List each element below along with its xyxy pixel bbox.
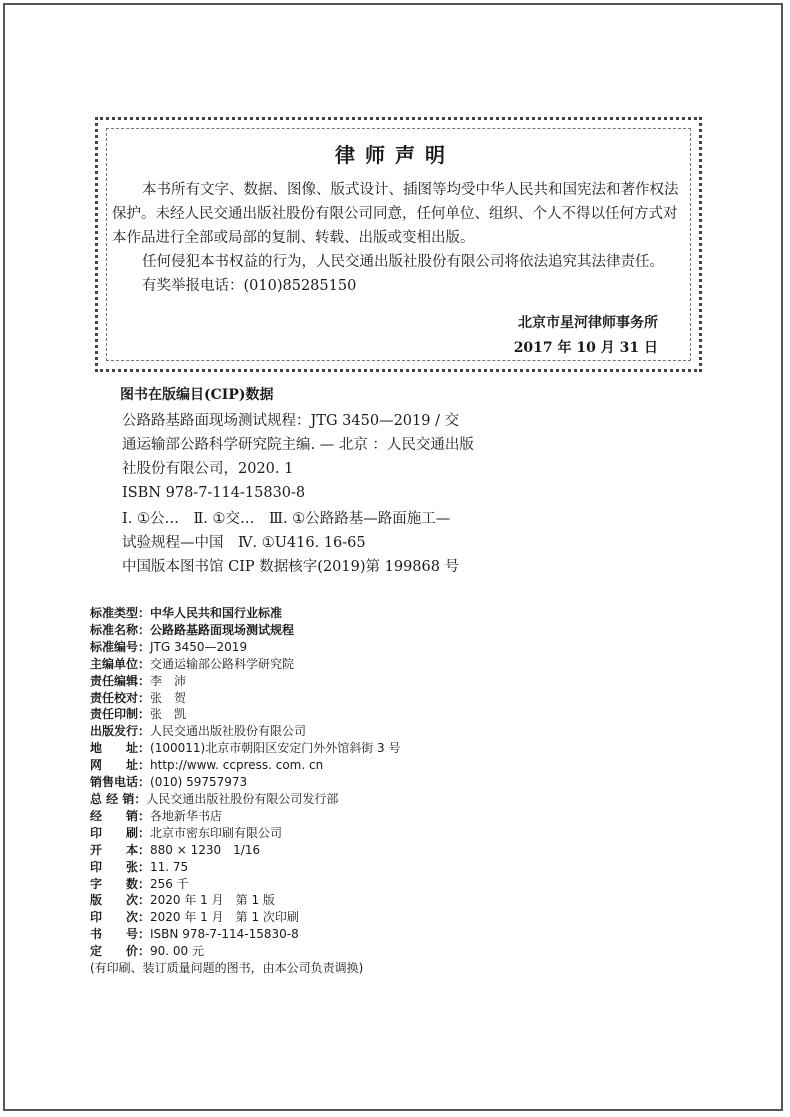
- spec-row: [90, 622, 400, 639]
- spec-row: [90, 673, 400, 690]
- spec-value: 2020 年 1 月 第 1 次印刷: [150, 910, 299, 925]
- spec-label: 印 次：: [90, 910, 151, 925]
- cip-entry-line: 社股份有限公司，2020. 1: [122, 461, 294, 477]
- spec-label: 总 经 销：: [90, 791, 147, 806]
- spec-value: (010) 59757973: [150, 775, 248, 790]
- spec-value: 880 × 1230 1/16: [150, 842, 261, 857]
- cip-class-line: Ⅰ. ①公… Ⅱ. ①交… Ⅲ. ①公路路基—路面施工—: [122, 511, 451, 527]
- spec-label: 责任校对：: [90, 690, 151, 705]
- cip-entry-line: 通运输部公路科学研究院主编. — 北京 ：人民交通出版: [122, 437, 474, 453]
- spec-row: [90, 943, 400, 960]
- spec-row: [90, 774, 400, 791]
- cip-class-line: 试验规程—中国 Ⅳ. ①U416. 16-65: [122, 535, 366, 551]
- spec-row: [90, 842, 400, 859]
- spec-label: 责任编辑：: [90, 673, 151, 688]
- spec-label: 主编单位：: [90, 656, 151, 671]
- notice-title: 律师声明: [335, 143, 455, 167]
- notice-paragraph-infringement: 任何侵犯本书权益的行为，人民交通出版社股份有限公司将依法追究其法律责任。: [142, 254, 664, 270]
- spec-row: [90, 706, 400, 723]
- spec-label: 责任印制：: [90, 707, 151, 722]
- spec-value: 90. 00 元: [150, 944, 204, 959]
- spec-value: 交通运输部公路科学研究院: [150, 656, 295, 671]
- spec-label: 书 号：: [90, 927, 151, 942]
- spec-label: 地 址：: [90, 741, 151, 756]
- spec-value: http://www. ccpress. com. cn: [150, 758, 324, 773]
- spec-row: [90, 656, 400, 673]
- spec-label: 定 价：: [90, 944, 151, 959]
- spec-label: 标准类型：: [90, 606, 151, 620]
- spec-value: 256 千: [150, 876, 189, 891]
- spec-row: [90, 690, 400, 707]
- spec-label: 标准编号：: [90, 639, 151, 654]
- spec-value: 中华人民共和国行业标准: [150, 606, 283, 620]
- spec-row: [90, 740, 400, 757]
- spec-value: 人民交通出版社股份有限公司: [150, 724, 307, 739]
- spec-row: [90, 639, 400, 656]
- spec-label: 字 数：: [90, 876, 151, 891]
- spec-label: 出版发行：: [90, 724, 151, 739]
- spec-label: 印 刷：: [90, 825, 151, 840]
- spec-label: 经 销：: [90, 808, 151, 823]
- spec-value: 人民交通出版社股份有限公司发行部: [146, 791, 339, 806]
- spec-row: [90, 605, 400, 622]
- notice-paragraph-copyright: 本书所有文字、数据、图像、版式设计、插图等均受中华人民共和国宪法和著作权法保护。未经人民交通出版社股份有限公司同意，任何单位、组织、个人不得以任何方式对本作品进行全部或局部的复制、转载、出版或变相出版。: [112, 182, 679, 246]
- notice-date: 2017 年 10 月 31 日: [513, 340, 658, 356]
- spec-row: [90, 808, 400, 825]
- cip-approval: 中国版本图书馆 CIP 数据核字(2019)第 199868 号: [122, 559, 460, 575]
- spec-label: 销售电话：: [90, 775, 151, 790]
- spec-label: 网 址：: [90, 758, 151, 773]
- cip-heading: 图书在版编目(CIP)数据: [120, 387, 274, 403]
- spec-value: 各地新华书店: [150, 808, 223, 823]
- law-firm-name: 北京市星河律师事务所: [518, 315, 658, 331]
- spec-row: [90, 825, 400, 842]
- spec-row: [90, 859, 400, 876]
- cip-isbn: ISBN 978-7-114-15830-8: [122, 485, 306, 501]
- cip-classification: [122, 507, 482, 555]
- spec-value: 张 凯: [150, 707, 187, 722]
- spec-value: (100011)北京市朝阳区安定门外外馆斜街 3 号: [150, 741, 401, 756]
- spec-value: 11. 75: [150, 859, 189, 874]
- notice-report-phone: 有奖举报电话：(010)85285150: [142, 278, 357, 294]
- spec-value: JTG 3450—2019: [150, 639, 248, 654]
- spec-value: 张 贺: [150, 690, 187, 705]
- cip-entry: [122, 409, 482, 481]
- spec-row: [90, 757, 400, 774]
- spec-label: 标准名称：: [90, 622, 151, 637]
- spec-row: [90, 926, 400, 943]
- publication-specs: [90, 605, 400, 977]
- spec-value: 李 沛: [150, 673, 187, 688]
- spec-row: [90, 723, 400, 740]
- spec-value: 2020 年 1 月 第 1 版: [150, 893, 275, 908]
- spec-row: [90, 892, 400, 909]
- quality-footnote: (有印刷、装订质量问题的图书，由本公司负责调换): [90, 961, 364, 976]
- spec-row: [90, 876, 400, 893]
- spec-label: 印 张：: [90, 859, 151, 874]
- spec-row: [90, 791, 400, 808]
- spec-label: 开 本：: [90, 842, 151, 857]
- spec-value: ISBN 978-7-114-15830-8: [150, 927, 299, 942]
- spec-label: 版 次：: [90, 893, 151, 908]
- spec-value: 北京市密东印刷有限公司: [150, 825, 283, 840]
- spec-value: 公路路基路面现场测试规程: [150, 622, 295, 637]
- cip-entry-line: 公路路基路面现场测试规程：JTG 3450—2019 / 交: [122, 413, 460, 429]
- spec-row: [90, 909, 400, 926]
